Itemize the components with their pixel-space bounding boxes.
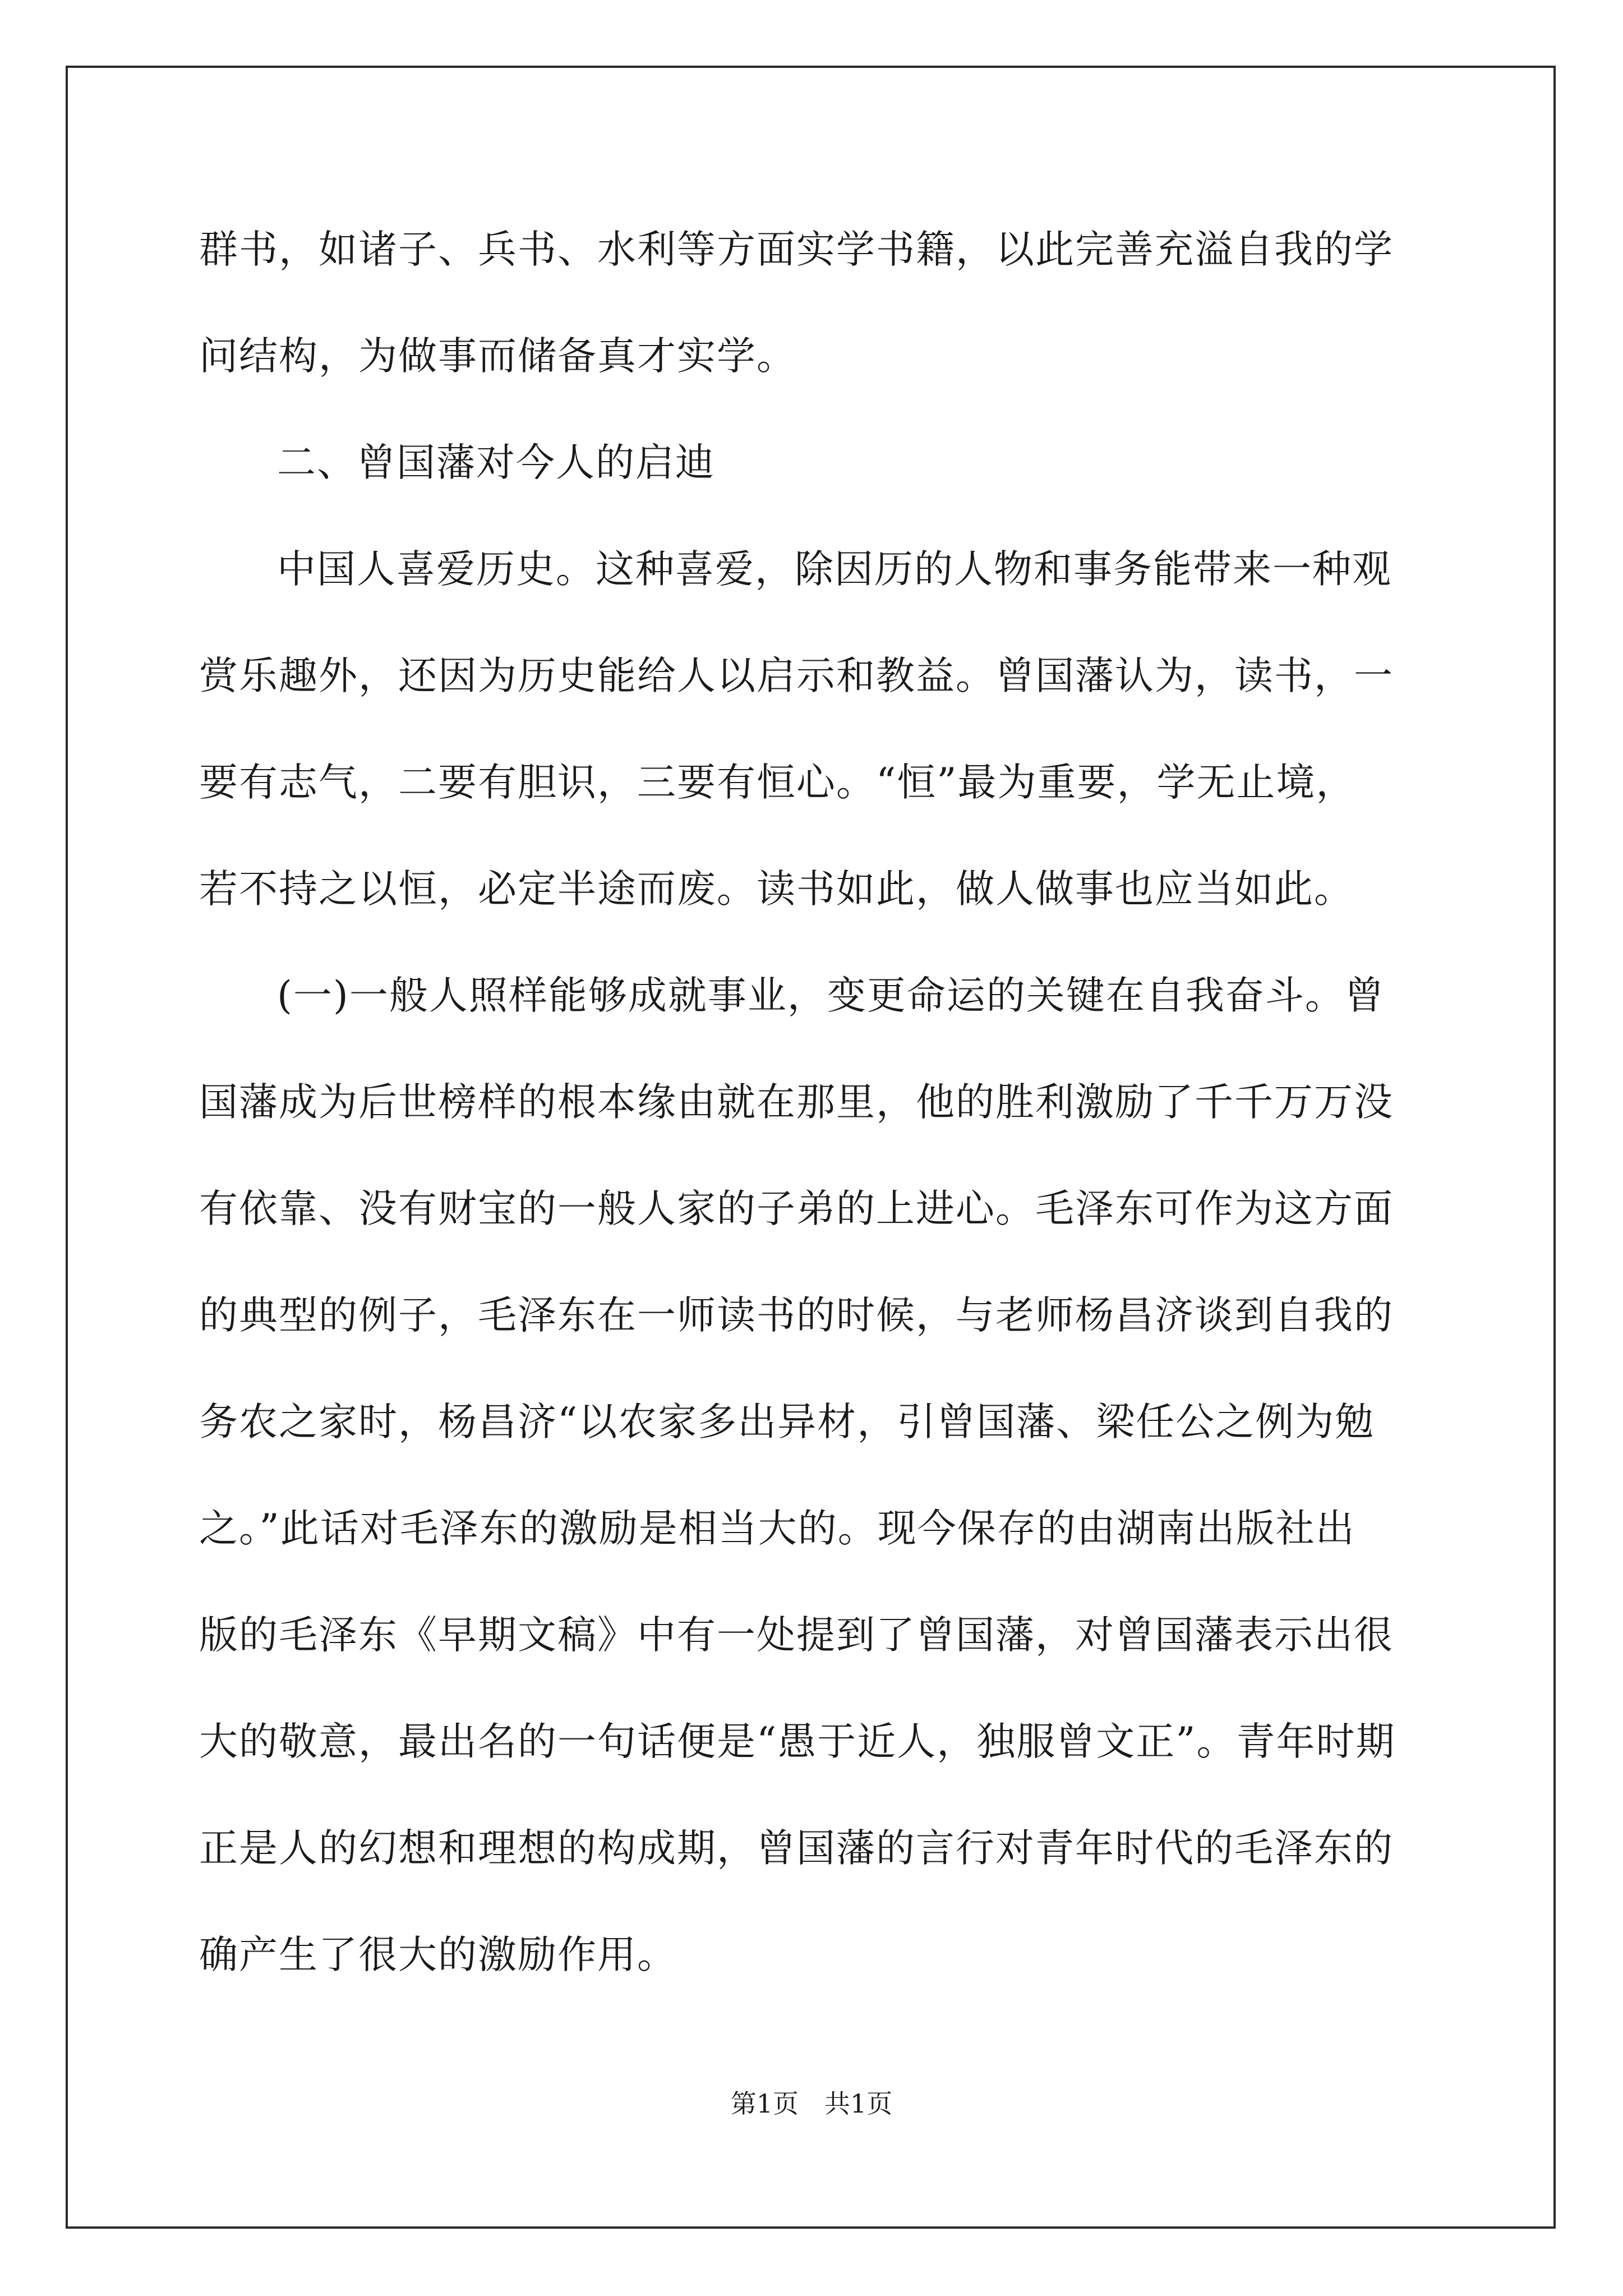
text-line: 大的敬意，最出名的一句话便是“愚于近人，独服曾文正”。青年时期 <box>199 1719 1396 1764</box>
text-line: 国藩成为后世榜样的根本缘由就在那里，他的胜利激励了千千万万没 <box>199 1080 1394 1125</box>
text-line: 务农之家时，杨昌济“以农家多出异材，引曾国藩、梁任公之例为勉 <box>199 1400 1375 1444</box>
text-line: 若不持之以恒，必定半途而废。读书如此，做人做事也应当如此。 <box>199 867 1354 912</box>
text-line: 赏乐趣外，还因为历史能给人以启示和教益。曾国藩认为，读书，一 <box>199 654 1394 698</box>
page-number-footer: 第1页 共1页 <box>730 2088 893 2119</box>
text-line: 中国人喜爱历史。这种喜爱，除因历的人物和事务能带来一种观 <box>277 547 1392 592</box>
text-line: 有依靠、没有财宝的一般人家的子弟的上进心。毛泽东可作为这方面 <box>199 1186 1394 1231</box>
text-line: (一)一般人照样能够成就事业，变更命运的关键在自我奋斗。曾 <box>277 973 1385 1018</box>
document-body <box>199 208 1427 2019</box>
text-line: 正是人的幻想和理想的构成期，曾国藩的言行对青年时代的毛泽东的 <box>199 1826 1394 1871</box>
text-line: 版的毛泽东《早期文稿》中有一处提到了曾国藩，对曾国藩表示出很 <box>199 1613 1394 1658</box>
text-line: 问结构，为做事而储备真才实学。 <box>199 334 796 379</box>
text-line: 要有志气，二要有胆识，三要有恒心。“恒”最为重要，学无止境， <box>199 760 1356 805</box>
section-heading: 二、曾国藩对今人的启迪 <box>277 440 715 485</box>
text-line: 确产生了很大的激励作用。 <box>199 1932 677 1977</box>
text-line: 的典型的例子，毛泽东在一师读书的时候，与老师杨昌济谈到自我的 <box>199 1293 1394 1338</box>
text-line: 群书，如诸子、兵书、水利等方面实学书籍，以此完善充溢自我的学 <box>199 227 1394 272</box>
text-line: 之。”此话对毛泽东的激励是相当大的。现今保存的由湖南出版社出 <box>199 1506 1355 1551</box>
